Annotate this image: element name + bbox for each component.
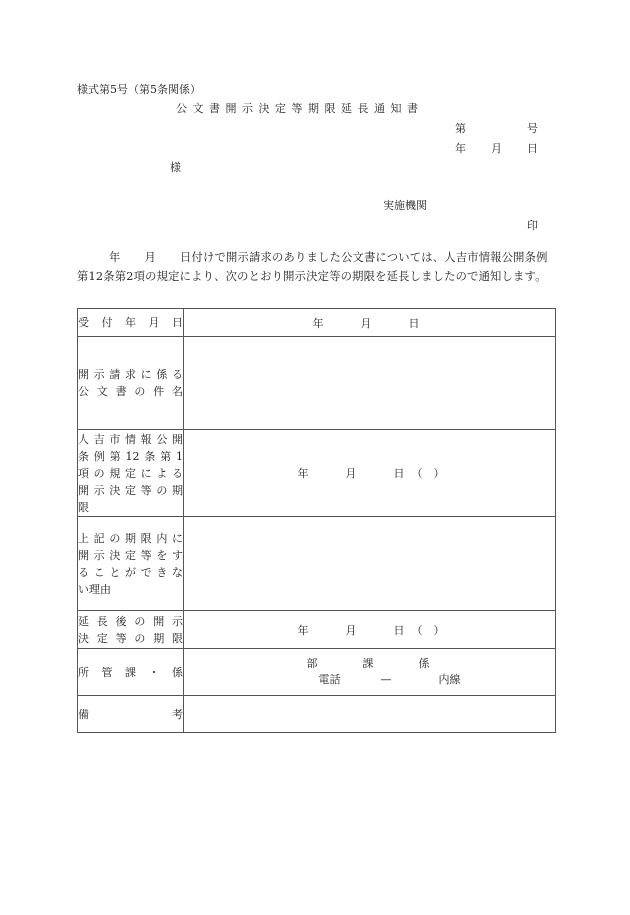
- table-row-reason: [78, 517, 556, 611]
- receipt-day: 日: [408, 316, 420, 330]
- row-label-line: 開示請求に係る: [78, 368, 183, 381]
- unit-label: 係: [418, 657, 430, 670]
- row-label-line: 延長後の開示: [78, 614, 183, 628]
- body-text: 日付けで開示請求のありました公文書については、人吉市情報公開条例第12条第2項の規定により、次のとおり開示決定等の期限を延長しましたので通知します。: [77, 251, 548, 283]
- table-row-remarks: [78, 696, 556, 733]
- issue-date-year: 年: [455, 142, 466, 155]
- seal-label: 印: [527, 219, 538, 232]
- row-label-line: 決定等の期限: [78, 631, 183, 645]
- extended-year: 年: [297, 623, 309, 637]
- agency-label: 実施機関: [383, 199, 427, 212]
- addressee-suffix: 様: [170, 161, 181, 174]
- notice-body: [77, 248, 557, 286]
- row-label-line: ることができな: [78, 565, 183, 579]
- form-number: 様式第5号（第5条関係）: [77, 83, 201, 96]
- extended-month: 月: [345, 623, 357, 637]
- row-label-line: 限: [78, 500, 89, 514]
- deadline-weekday: （ ）: [411, 467, 445, 480]
- table-row-receipt-date: [78, 309, 556, 337]
- extension-label: 内線: [438, 673, 461, 686]
- section-label: 課: [362, 657, 374, 670]
- table-row-document-name: [78, 337, 556, 430]
- row-label: 受付年月日: [78, 316, 183, 329]
- table-row-original-deadline: [78, 430, 556, 517]
- notice-form-table: [77, 308, 556, 733]
- receipt-month: 月: [360, 316, 372, 330]
- table-row-extended-deadline: [78, 611, 556, 649]
- row-label-line: 上記の期限内に: [78, 531, 183, 545]
- issue-date-month: 月: [491, 142, 502, 155]
- row-label-line: 開示決定等をす: [78, 548, 183, 562]
- row-label-line: 公文書の件名: [78, 385, 183, 398]
- row-label: 備考: [78, 707, 183, 721]
- document-title: 公文書開示決定等期限延長通知書: [176, 102, 424, 115]
- receipt-year: 年: [312, 316, 324, 330]
- body-month: 月: [144, 251, 156, 264]
- row-label-line: 項の規定による: [78, 466, 183, 480]
- row-label-line: い理由: [78, 582, 111, 596]
- row-label: 所管課・係: [78, 665, 183, 679]
- body-year: 年: [109, 251, 121, 264]
- doc-number-suffix: 号: [527, 122, 538, 135]
- document-name-field[interactable]: [184, 337, 556, 430]
- phone-dash: —: [380, 673, 392, 686]
- phone-label: 電話: [318, 673, 341, 686]
- deadline-year: 年: [297, 467, 309, 480]
- row-label-line: 人吉市情報公開: [78, 432, 183, 446]
- remarks-field[interactable]: [184, 696, 556, 733]
- reason-field[interactable]: [184, 517, 556, 611]
- issue-date-day: 日: [527, 142, 538, 155]
- doc-number-prefix: 第: [455, 122, 466, 135]
- row-label-line: 開示決定等の期: [78, 483, 183, 497]
- deadline-month: 月: [345, 467, 357, 480]
- row-label-line: 条例第12条第1: [78, 449, 183, 463]
- table-row-department: [78, 649, 556, 696]
- extended-day: 日: [393, 623, 405, 637]
- dept-label: 部: [306, 657, 318, 670]
- extended-weekday: （ ）: [411, 623, 445, 637]
- deadline-day: 日: [393, 467, 405, 480]
